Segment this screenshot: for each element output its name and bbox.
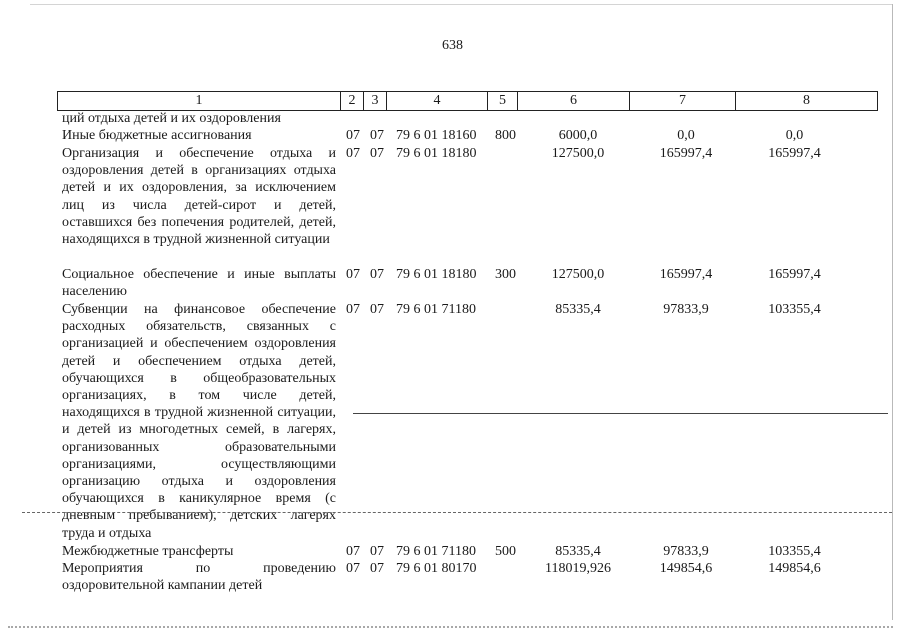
amount-col-6: 6000,0 [558,128,598,143]
amount-col-7: 97833,9 [663,302,709,317]
row-description: Межбюджетные трансферты [62,544,234,559]
scan-line [22,512,892,513]
row-description: Социальное обеспечение и иные выплаты населению [62,267,336,300]
section-code: 07 [346,146,360,161]
amount-col-8: 149854,6 [768,561,821,576]
expense-type-code: 800 [495,128,516,143]
amount-col-7: 97833,9 [663,544,709,559]
amount-col-8: 103355,4 [768,302,821,317]
amount-col-8: 103355,4 [768,544,821,559]
target-article-code: 79 6 01 71180 [396,302,476,317]
section-code: 07 [346,267,360,282]
header-col-4: 4 [387,92,488,111]
expense-type-code: 300 [495,267,516,282]
target-article-code: 79 6 01 18160 [396,128,477,143]
amount-col-8: 165997,4 [768,146,821,161]
page-edge-top [30,4,892,5]
amount-col-7: 149854,6 [659,561,713,576]
header-col-2: 2 [341,92,364,111]
amount-col-6: 85335,4 [555,544,601,559]
scan-line [353,413,888,414]
expense-type-code: 500 [495,544,516,559]
amount-col-6: 127500,0 [551,267,605,282]
target-article-code: 79 6 01 18180 [396,146,477,161]
amount-col-6: 85335,4 [555,302,601,317]
section-code: 07 [346,302,360,317]
target-article-code: 79 6 01 71180 [396,544,476,559]
column-header-table [57,91,878,111]
section-code: 07 [346,128,360,143]
header-col-6: 6 [518,92,630,111]
subsection-code: 07 [370,128,384,143]
header-col-7: 7 [630,92,736,111]
row-description: Мероприятия по проведению оздоровительной кампании детей [62,561,336,594]
page-number: 638 [442,38,463,53]
page-edge-right [892,4,893,620]
header-col-5: 5 [488,92,518,111]
amount-col-7: 165997,4 [659,267,713,282]
row-description: Субвенции на финансовое обеспечение расходных обязательств, связанных с организацией и обеспечением оздоровления детей и обеспечением отдыха детей, обучающихся в общеобразовательных организациях, в том числе детей, находящихся в трудной жизненной ситуации, и детей из многодетных семей, в лагерях, организованных образовательными организациями, осуществляющими организацию отдыха и оздоровления обучающихся в каникулярное время (с дневным пребыванием), детских лагерях труда и отдыха [62,302,336,541]
amount-col-8: 165997,4 [768,267,821,282]
amount-col-7: 0,0 [677,128,695,143]
target-article-code: 79 6 01 18180 [396,267,477,282]
amount-col-6: 127500,0 [551,146,605,161]
header-col-3: 3 [364,92,387,111]
row-description: Организация и обеспечение отдыха и оздоровления детей в организациях отдыха детей и их оздоровления, за исключением лиц из числа детей-сирот и детей, оставшихся без попечения родителей, детей, находящихся в трудной жизненной ситуации [62,146,336,248]
subsection-code: 07 [370,302,384,317]
header-row [58,92,878,111]
scan-edge-noise [8,626,893,628]
amount-col-6: 118019,926 [545,561,611,576]
header-col-1: 1 [58,92,341,111]
subsection-code: 07 [370,544,384,559]
row-description: ций отдыха детей и их оздоровления [62,111,281,126]
amount-col-8: 0,0 [785,128,804,143]
amount-col-7: 165997,4 [659,146,713,161]
target-article-code: 79 6 01 80170 [396,561,477,576]
section-code: 07 [346,544,360,559]
subsection-code: 07 [370,146,384,161]
header-col-8: 8 [736,92,878,111]
subsection-code: 07 [370,561,384,576]
subsection-code: 07 [370,267,384,282]
row-description: Иные бюджетные ассигнования [62,128,252,143]
section-code: 07 [346,561,360,576]
